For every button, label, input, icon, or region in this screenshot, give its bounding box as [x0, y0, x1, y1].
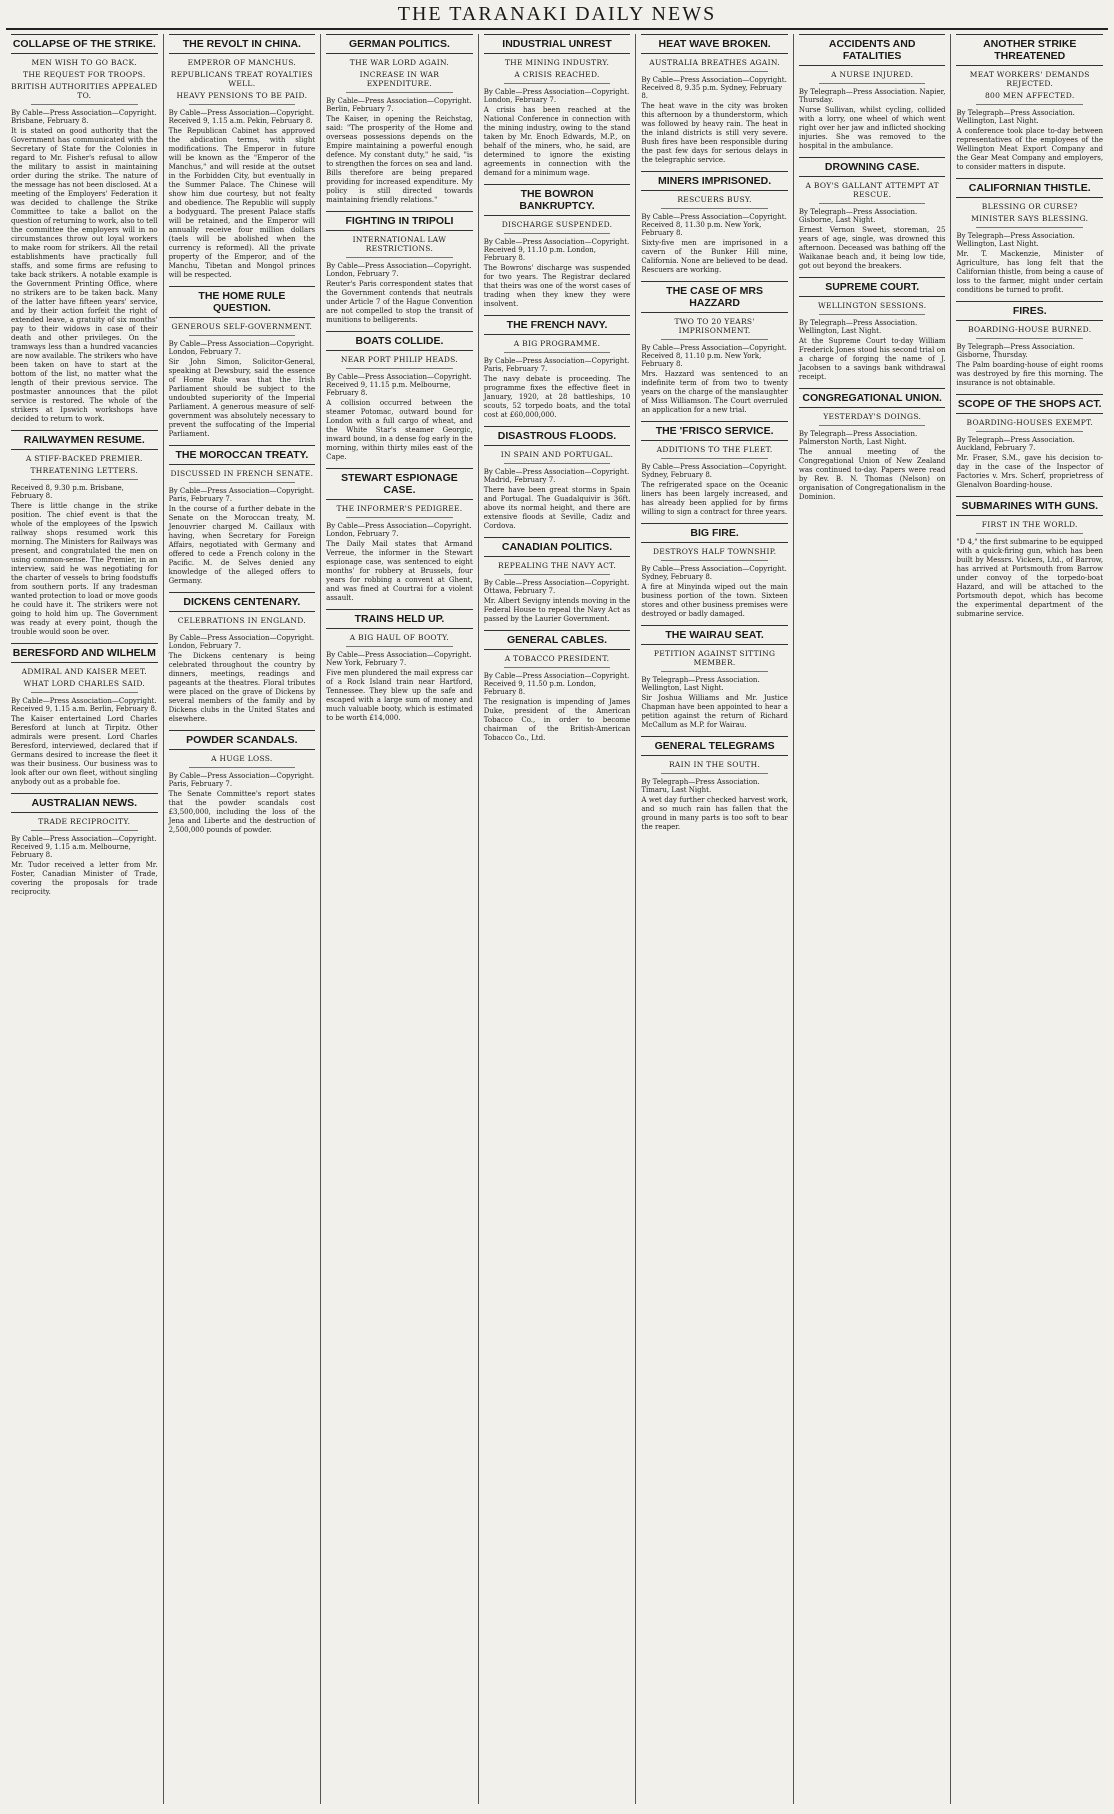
- article-body: Mrs. Hazzard was sentenced to an indefinite term of from two to twenty years on the charge of the manslaughter of Miss Williamson. The Court overruled an application for a new trial.: [641, 370, 788, 414]
- article-body: Five men plundered the mail express car of a Rock Island train near Hartford, Tennessee. They blew up the safe and escaped with a large sum of money and much valuable booty, which is estimated to be worth £14,000.: [326, 669, 473, 722]
- article-headline: INDUSTRIAL UNREST: [484, 34, 631, 54]
- article-headline: SCOPE OF THE SHOPS ACT.: [956, 394, 1103, 414]
- article-subheading: REPEALING THE NAVY ACT.: [498, 561, 617, 570]
- article-subheading: GENEROUS SELF-GOVERNMENT.: [171, 322, 313, 331]
- article: [169, 592, 316, 724]
- article-body: A collision occurred between the steamer Potomac, outward bound for London with a full cargo of wheat, and the White Star's steamer Georgic, inward bound, in a dense fog early in the morning, within thirty miles east of the Cape.: [326, 399, 473, 461]
- article-headline: GENERAL TELEGRAMS: [641, 736, 788, 756]
- article-headline: THE WAIRAU SEAT.: [641, 625, 788, 645]
- article-subheading: IN SPAIN AND PORTUGAL.: [500, 450, 614, 459]
- article-headline: THE FRENCH NAVY.: [484, 315, 631, 335]
- article-subheading: MEN WISH TO GO BACK.: [31, 58, 138, 67]
- article-body: The Daily Mail states that Armand Verreue, the informer in the Stewart espionage case, was sentenced to eight months' for robbery at Brussels, four years for robbing a convent at Ghent, and was fined at Courtrai for a violent assault.: [326, 540, 473, 602]
- column-7: [950, 34, 1108, 1804]
- article-headline: STEWART ESPIONAGE CASE.: [326, 468, 473, 500]
- article-subheading: THREATENING LETTERS.: [30, 466, 139, 475]
- article-dateline: By Cable—Press Association—Copyright. Paris, February 7.: [483, 357, 630, 373]
- divider: [661, 671, 768, 672]
- article-subheading: BOARDING-HOUSES EXEMPT.: [966, 418, 1093, 427]
- article-headline: MINERS IMPRISONED.: [641, 171, 788, 191]
- article-dateline: By Cable—Press Association—Copyright. London, February 7.: [326, 262, 472, 278]
- divider: [504, 233, 611, 234]
- article-body: Sixty-five men are imprisoned in a cavern of the Bunker Hill mine, California. None are believed to be dead. Rescuers are working.: [641, 239, 788, 274]
- article-body: There is little change in the strike position. The chief event is that the whole of the employees of the Ipswich railway shops resumed work this morning. The Ministers for Railways was present, and congratulated the men on using common-sense. The Premier, in an interview, said he was negotiating for the charter of vessels to bring foodstuffs from southern ports. If any tradesman wanted protection to load or move goods he could have it. The strikers were not going to hold him up. The Government was ready at every point, though the trouble would soon be over.: [11, 502, 158, 636]
- article: [641, 625, 788, 730]
- article-body: The refrigerated space on the Oceanic liners has been largely increased, and has already been applied for by firms willing to sign a contract for three years.: [641, 481, 788, 516]
- article-subheading: DISCHARGE SUSPENDED.: [501, 220, 613, 229]
- article-body: Ernest Vernon Sweet, storeman, 25 years of age, single, was drowned this afternoon. Deceased was bathing off the Waikanae beach and, it being low tide, got out beyond the breakers.: [798, 226, 946, 270]
- article-body: Mr. Fraser, S.M., gave his decision to-day in the case of the Inspector of Factories v. Mrs. Scherf, proprietress of Glenalvon Boarding-house.: [956, 454, 1104, 489]
- divider: [504, 463, 611, 464]
- article-body: The resignation is impending of James Duke, president of the American Tobacco Co., in order to become chairman of the British-American Tobacco Co., Ltd.: [483, 698, 631, 742]
- article-subheading: TRADE RECIPROCITY.: [38, 817, 131, 826]
- article-body: Sir John Simon, Solicitor-General, speaking at Dewsbury, said the essence of Home Rule was that the Irish Parliament should be subject to the undoubted superiority of the Imperial Parliament. A generous measure of self-government was absolutely necessary to prevent the suffocating of the Imperial Parliament.: [168, 358, 316, 438]
- divider: [346, 257, 453, 258]
- article: [11, 793, 158, 897]
- article-headline: GENERAL CABLES.: [484, 630, 631, 650]
- article-dateline: By Telegraph—Press Association. Wellington, Last Night.: [956, 232, 1075, 248]
- article-body: The Senate Committee's report states that the powder scandals cost £3,500,000, including the loss of the Jena and Liberte and the destruction of 2,500,000 pounds of powder.: [168, 790, 316, 834]
- article-dateline: By Cable—Press Association—Copyright. New York, February 7.: [326, 651, 472, 667]
- article-body: Mr. Tudor received a letter from Mr. Foster, Canadian Minister of Trade, covering the proposals for trade reciprocity.: [11, 861, 158, 896]
- article-subheading: FIRST IN THE WORLD.: [981, 520, 1078, 529]
- divider: [31, 830, 138, 831]
- article-dateline: By Telegraph—Press Association. Napier, Thursday.: [798, 88, 946, 104]
- divider: [504, 574, 611, 575]
- article-dateline: By Cable—Press Association—Copyright. London, February 7.: [483, 88, 630, 104]
- article-dateline: By Cable—Press Association—Copyright. Ottawa, February 7.: [483, 579, 630, 595]
- article: [799, 34, 946, 151]
- divider: [31, 692, 138, 693]
- article-body: The Dickens centenary is being celebrated throughout the country by dinners, meetings, readings and pageants at the theatres. Floral tributes were placed on the grave of Dickens by several members of the family and by Dickens clubs in the United States and elsewhere.: [168, 652, 316, 723]
- article-headline: DISASTROUS FLOODS.: [484, 426, 631, 446]
- article-dateline: By Cable—Press Association—Copyright. Sydney, February 8.: [641, 463, 787, 479]
- article: [484, 184, 631, 309]
- article-subheading: THE INFORMER'S PEDIGREE.: [336, 504, 463, 513]
- article-subheading: YESTERDAY'S DOINGS.: [823, 412, 922, 421]
- article-headline: ACCIDENTS AND FATALITIES: [799, 34, 946, 66]
- article-subheading: EMPEROR OF MANCHUS.: [187, 58, 297, 67]
- article-subheading: A BIG PROGRAMME.: [513, 339, 601, 348]
- article-subheading: BOARDING-HOUSE BURNED.: [968, 325, 1092, 334]
- article: [484, 426, 631, 531]
- article-body: A wet day further checked harvest work, and so much rain has fallen that the ground in many parts is too soft to bear the reaper.: [641, 796, 788, 831]
- article-dateline: By Cable—Press Association—Copyright. Received 9, 11.10 p.m. London, February 8.: [483, 238, 630, 262]
- article: [956, 394, 1103, 490]
- article-subheading: REPUBLICANS TREAT ROYALTIES WELL.: [170, 70, 313, 88]
- article: [641, 523, 788, 619]
- divider: [346, 517, 453, 518]
- divider: [504, 83, 611, 84]
- divider: [976, 533, 1083, 534]
- column-6: [793, 34, 951, 1804]
- article-headline: THE BOWRON BANKRUPTCY.: [484, 184, 631, 216]
- divider: [976, 227, 1083, 228]
- article-subheading: HEAVY PENSIONS TO BE PAID.: [176, 91, 308, 100]
- article-headline: AUSTRALIAN NEWS.: [11, 793, 158, 813]
- article-dateline: By Cable—Press Association—Copyright. Madrid, February 7.: [483, 468, 630, 484]
- article-headline: BERESFORD AND WILHELM: [11, 643, 158, 663]
- newspaper-columns: [6, 34, 1108, 1804]
- article-dateline: By Cable—Press Association—Copyright. Received 8, 11.10 p.m. New York, February 8.: [641, 344, 787, 368]
- article-subheading: TWO TO 20 YEARS' IMPRISONMENT.: [674, 317, 755, 335]
- divider: [661, 208, 768, 209]
- article: [641, 736, 788, 832]
- article-dateline: By Telegraph—Press Association. Gisborne, Last Night.: [798, 208, 918, 224]
- article: [326, 468, 473, 603]
- article-dateline: By Telegraph—Press Association. Auckland, February 7.: [956, 436, 1075, 452]
- article: [11, 34, 158, 424]
- divider: [346, 92, 453, 93]
- article-dateline: By Cable—Press Association—Copyright. Paris, February 7.: [168, 772, 315, 788]
- article-body: Mr. Albert Sevigny intends moving in the Federal House to repeal the Navy Act as passed by the Laurier Government.: [483, 597, 631, 623]
- article-body: The Kaiser, in opening the Reichstag, said: "The prosperity of the Home and overseas possessions depends on the Empire maintaining a powerful enough defence. My constant duty," he said, "is to strengthen the forces on sea and land. Bills therefore are being prepared providing for increased expenditure. My policy is still directed towards maintaining friendly relations.": [326, 115, 473, 204]
- article-dateline: By Telegraph—Press Association. Timaru, Last Night.: [641, 778, 760, 794]
- article-headline: CANADIAN POLITICS.: [484, 537, 631, 557]
- article: [956, 34, 1103, 172]
- article-subheading: CELEBRATIONS IN ENGLAND.: [177, 616, 306, 625]
- article-headline: THE MOROCCAN TREATY.: [169, 445, 316, 465]
- article-body: A crisis has been reached at the National Conference in connection with the mining industry, owing to the stand taken by Mr. Enoch Edwards, M.P., on behalf of the miners, who, he said, are determined to ignore the existing agreements in connection with the demand for a minimum wage.: [483, 106, 631, 177]
- divider: [31, 104, 138, 105]
- article: [169, 445, 316, 586]
- article-headline: THE HOME RULE QUESTION.: [169, 286, 316, 318]
- article-body: There have been great storms in Spain and Portugal. The Guadalquivir is 36ft. above its normal height, and there are extensive floods at Seville, Cadiz and Cordova.: [483, 486, 631, 530]
- article: [11, 643, 158, 787]
- article-subheading: RAIN IN THE SOUTH.: [668, 760, 761, 769]
- article: [484, 315, 631, 420]
- article-subheading: INCREASE IN WAR EXPENDITURE.: [359, 70, 440, 88]
- article-dateline: By Cable—Press Association—Copyright. Paris, February 7.: [168, 487, 315, 503]
- article-headline: FIGHTING IN TRIPOLI: [326, 211, 473, 231]
- article-headline: SUBMARINES WITH GUNS.: [956, 496, 1103, 516]
- article: [484, 537, 631, 624]
- article-headline: ANOTHER STRIKE THREATENED: [956, 34, 1103, 66]
- article: [956, 301, 1103, 388]
- article-subheading: A BOY'S GALLANT ATTEMPT AT RESCUE.: [805, 181, 939, 199]
- divider: [819, 314, 926, 315]
- masthead-title: THE TARANAKI DAILY NEWS: [397, 2, 717, 25]
- article-subheading: AUSTRALIA BREATHES AGAIN.: [649, 58, 780, 67]
- article-subheading: MEAT WORKERS' DEMANDS REJECTED.: [969, 70, 1090, 88]
- divider: [976, 338, 1083, 339]
- article: [799, 277, 946, 382]
- article-dateline: By Cable—Press Association—Copyright. London, February 7.: [168, 634, 315, 650]
- article-dateline: By Cable—Press Association—Copyright. Brisbane, February 8.: [11, 109, 157, 125]
- article: [641, 421, 788, 517]
- article-dateline: By Telegraph—Press Association. Palmerston North, Last Night.: [798, 430, 918, 446]
- divider: [976, 104, 1083, 105]
- divider: [31, 479, 138, 480]
- article: [484, 630, 631, 743]
- divider: [189, 767, 296, 768]
- divider: [189, 335, 296, 336]
- article: [641, 281, 788, 415]
- article-headline: SUPREME COURT.: [799, 277, 946, 297]
- article-subheading: PETITION AGAINST SITTING MEMBER.: [653, 649, 776, 667]
- article-headline: COLLAPSE OF THE STRIKE.: [11, 34, 158, 54]
- article-subheading: RESCUERS BUSY.: [677, 195, 752, 204]
- divider: [661, 339, 768, 340]
- divider: [189, 482, 296, 483]
- divider: [346, 646, 453, 647]
- article-headline: BIG FIRE.: [641, 523, 788, 543]
- article-body: The Palm boarding-house of eight rooms was destroyed by fire this morning. The insurance is not obtainable.: [956, 361, 1104, 387]
- column-3: [320, 34, 478, 1804]
- article-subheading: WELLINGTON SESSIONS.: [817, 301, 927, 310]
- article-dateline: By Telegraph—Press Association. Wellington, Last Night.: [956, 109, 1075, 125]
- column-1: [6, 34, 163, 1804]
- divider: [976, 431, 1083, 432]
- article-subheading: DISCUSSED IN FRENCH SENATE.: [170, 469, 314, 478]
- article-dateline: By Cable—Press Association—Copyright. London, February 7.: [326, 522, 472, 538]
- article: [326, 34, 473, 205]
- article: [169, 730, 316, 835]
- article-subheading: THE REQUEST FOR TROOPS.: [23, 70, 146, 79]
- article-headline: CALIFORNIAN THISTLE.: [956, 178, 1103, 198]
- article: [956, 496, 1103, 619]
- article-dateline: Received 8, 9.30 p.m. Brisbane, February 8.: [11, 484, 124, 500]
- divider: [661, 71, 768, 72]
- article-headline: TRAINS HELD UP.: [326, 609, 473, 629]
- article-body: In the course of a further debate in the Senate on the Moroccan treaty, M. Jenouvrier charged M. Caillaux with having, when Secretary for Foreign Affairs, negotiated with Germany and offered to cede a French colony in the Pacific. M. de Selves denied any knowledge of the alleged offers to Germany.: [168, 505, 316, 585]
- article-dateline: By Cable—Press Association—Copyright. Sydney, February 8.: [641, 565, 787, 581]
- divider: [189, 104, 296, 105]
- article-headline: DICKENS CENTENARY.: [169, 592, 316, 612]
- article: [326, 609, 473, 723]
- article-subheading: NEAR PORT PHILIP HEADS.: [340, 355, 458, 364]
- article: [484, 34, 631, 178]
- article: [956, 178, 1103, 295]
- article-dateline: By Cable—Press Association—Copyright. London, February 7.: [168, 340, 315, 356]
- divider: [819, 425, 926, 426]
- column-5: [635, 34, 793, 1804]
- column-4: [478, 34, 636, 1804]
- article-subheading: WHAT LORD CHARLES SAID.: [23, 679, 146, 688]
- article-subheading: DESTROYS HALF TOWNSHIP.: [652, 547, 777, 556]
- divider: [661, 458, 768, 459]
- article: [11, 430, 158, 637]
- divider: [346, 368, 453, 369]
- masthead: [6, 0, 1108, 30]
- article: [641, 171, 788, 275]
- divider: [189, 629, 296, 630]
- article-subheading: MINISTER SAYS BLESSING.: [971, 214, 1089, 223]
- article-headline: THE REVOLT IN CHINA.: [169, 34, 316, 54]
- article: [326, 211, 473, 325]
- article-headline: GERMAN POLITICS.: [326, 34, 473, 54]
- article-dateline: By Cable—Press Association—Copyright. Received 9, 1.15 a.m. Berlin, February 8.: [11, 697, 158, 713]
- article-body: A conference took place to-day between representatives of the employees of the Wellington Meat Export Company and the Gear Meat Company and employers, to consider matters in dispute.: [956, 127, 1104, 171]
- divider: [819, 83, 926, 84]
- article-dateline: By Cable—Press Association—Copyright. Received 9, 11.15 p.m. Melbourne, February 8.: [326, 373, 472, 397]
- article-body: The navy debate is proceeding. The programme fixes the effective fleet in January, 1920, at 28 battleships, 10 scouts, 52 torpedo boats, and the total cost at £60,000,000.: [483, 375, 631, 419]
- article-body: The annual meeting of the Congregational Union of New Zealand was continued to-day. Papers were read by Rev. B. N. Thomas (Nelson) on organisation of Congregationalism in the Dominion.: [798, 448, 946, 501]
- article-body: The Republican Cabinet has approved the abdication terms, with slight modifications. The Emperor in future will be known as the "Emperor of the Manchus," and will reside at the outset in the Forbidden City, but eventually in the Summer Palace. The Chinese will show him due courtesy, but not fealty and obedience. The Republic will supply a bodyguard. The present Palace staffs will be retained, and the Emperor will annually receive four million dollars (taels will be abolished when the currency is reformed). All the private property of the Emperor, and of the Manchu, Tibetan and Mongol princes will be respected.: [168, 127, 316, 279]
- article-headline: FIRES.: [956, 301, 1103, 321]
- article-body: A fire at Minyinda wiped out the main business portion of the town. Sixteen stores and other business premises were destroyed or badly damaged.: [641, 583, 788, 618]
- column-2: [163, 34, 321, 1804]
- article-dateline: By Cable—Press Association—Copyright. Received 8, 11.30 p.m. New York, February 8.: [641, 213, 787, 237]
- article-headline: POWDER SCANDALS.: [169, 730, 316, 750]
- divider: [504, 667, 611, 668]
- article: [326, 331, 473, 462]
- article-dateline: By Cable—Press Association—Copyright. Received 8, 9.35 p.m. Sydney, February 8.: [641, 76, 787, 100]
- article-subheading: A NURSE INJURED.: [831, 70, 914, 79]
- divider: [504, 352, 611, 353]
- article: [169, 34, 316, 280]
- article-subheading: INTERNATIONAL LAW RESTRICTIONS.: [352, 235, 447, 253]
- article-subheading: A STIFF-BACKED PREMIER.: [25, 454, 143, 463]
- article-subheading: BRITISH AUTHORITIES APPEALED TO.: [11, 82, 158, 100]
- divider: [819, 203, 926, 204]
- article-subheading: ADMIRAL AND KAISER MEET.: [21, 667, 147, 676]
- article-dateline: By Cable—Press Association—Copyright. Received 9, 1.15 a.m. Melbourne, February 8.: [11, 835, 157, 859]
- article-dateline: By Telegraph—Press Association. Gisborne, Thursday.: [956, 343, 1075, 359]
- article-body: The Kaiser entertained Lord Charles Beresford at lunch at Tirpitz. Other admirals were present. Lord Charles Beresford, interviewed, declared that if Germans desired to increase the fleet it was their business. Our business was to look after our own fleet, without singling anybody out as a probable foe.: [11, 715, 158, 786]
- article-dateline: By Cable—Press Association—Copyright. Berlin, February 7.: [326, 97, 472, 113]
- article-subheading: ADDITIONS TO THE FLEET.: [656, 445, 773, 454]
- article-headline: THE CASE OF MRS HAZZARD: [641, 281, 788, 313]
- article-headline: BOATS COLLIDE.: [326, 331, 473, 351]
- article: [799, 157, 946, 271]
- article-dateline: By Cable—Press Association—Copyright. Received 9, 1.15 a.m. Pekin, February 8.: [168, 109, 315, 125]
- article-body: Sir Joshua Williams and Mr. Justice Chapman have been appointed to hear a petition against the return of Richard McCallum as M.P. for Wairau.: [641, 694, 788, 729]
- article-dateline: By Telegraph—Press Association. Wellington, Last Night.: [798, 319, 918, 335]
- article-dateline: By Cable—Press Association—Copyright. Received 9, 11.50 p.m. London, February 8.: [483, 672, 630, 696]
- article-body: At the Supreme Court to-day William Frederick Jones stood his second trial on a charge of forging the name of J. Jacobsen to a savings bank withdrawal receipt.: [798, 337, 946, 381]
- article: [641, 34, 788, 165]
- article-dateline: By Telegraph—Press Association. Wellington, Last Night.: [641, 676, 760, 692]
- article-subheading: A BIG HAUL OF BOOTY.: [349, 633, 450, 642]
- article-subheading: A CRISIS REACHED.: [514, 70, 600, 79]
- article-subheading: BLESSING OR CURSE?: [981, 202, 1078, 211]
- article: [799, 388, 946, 502]
- article-subheading: THE MINING INDUSTRY.: [504, 58, 610, 67]
- article-headline: THE 'FRISCO SERVICE.: [641, 421, 788, 441]
- article-body: The Bowrons' discharge was suspended for two years. The Registrar declared that theirs was one of the worst cases of trading when they knew they were insolvent.: [483, 264, 631, 308]
- article-body: Mr. T. Mackenzie, Minister of Agriculture, has long felt that the Californian thistle, from being a cause of loss to the farmer, might under certain conditions be turned to profit.: [956, 250, 1104, 294]
- article-body: The heat wave in the city was broken this afternoon by a thunderstorm, which was followed by heavy rain. The heat in the inland districts is still very severe. Bush fires have been responsible during the past few days for serious delays in the telegraphic service.: [641, 102, 788, 164]
- article-body: Nurse Sullivan, whilst cycling, collided with a lorry, one wheel of which went right over her jaw and inflicted shocking injuries. She was removed to the hospital in the ambulance.: [798, 106, 946, 150]
- article-subheading: THE WAR LORD AGAIN.: [349, 58, 450, 67]
- article-body: "D 4," the first submarine to be equipped with a quick-firing gun, which has been built by Messrs. Vickers, Ltd., of Barrow, has arrived at Portsmouth from Barrow under convoy of the torpedo-boat Hazard, and will be attached to the Portsmouth depot, which has become the experimental department of the submarine service.: [956, 538, 1104, 618]
- article-headline: DROWNING CASE.: [799, 157, 946, 177]
- divider: [661, 560, 768, 561]
- article-subheading: A TOBACCO PRESIDENT.: [504, 654, 610, 663]
- article-headline: CONGREGATIONAL UNION.: [799, 388, 946, 408]
- article-body: It is stated on good authority that the Government has communicated with the Secretary of State for the Colonies in regard to Mr. Fisher's refusal to allow the military to assist in maintaining order during the strike. The nature of the message has not been disclosed. At a meeting of the Employers' Federation it was decided to challenge the Strike Committee to take a ballot on the question of returning to work, also to tell the committee the employers will in no circumstances throw out loyal workers to make room for strikers. All the retail establishments have practically full staffs, and some firms are refusing to take back strikers. A notable example is the Government Printing Office, where no strikers are to be taken back. Many of the latter have fifteen years' service, and by their action forfeit the right of extended leave, a gratuity of six months' pay to their widows in case of their death and other privileges. On the tramways less than a hundred vacancies are now available. The strikers who have been taken on have to start at the bottom of the list, no matter what the length of their previous service. The postmaster announces that the pilot service is restored. The whole of the strikers at Ipswich workshops have decided to return to work.: [11, 127, 158, 423]
- article-subheading: 800 MEN AFFECTED.: [984, 91, 1075, 100]
- divider: [661, 773, 768, 774]
- article-headline: HEAT WAVE BROKEN.: [641, 34, 788, 54]
- article-headline: RAILWAYMEN RESUME.: [11, 430, 158, 450]
- article-subheading: A HUGE LOSS.: [211, 754, 273, 763]
- article: [169, 286, 316, 439]
- article-body: Reuter's Paris correspondent states that the Government contends that neutrals under Article 7 of the Hague Convention are not compelled to stop the transit of munitions to belligerents.: [326, 280, 473, 324]
